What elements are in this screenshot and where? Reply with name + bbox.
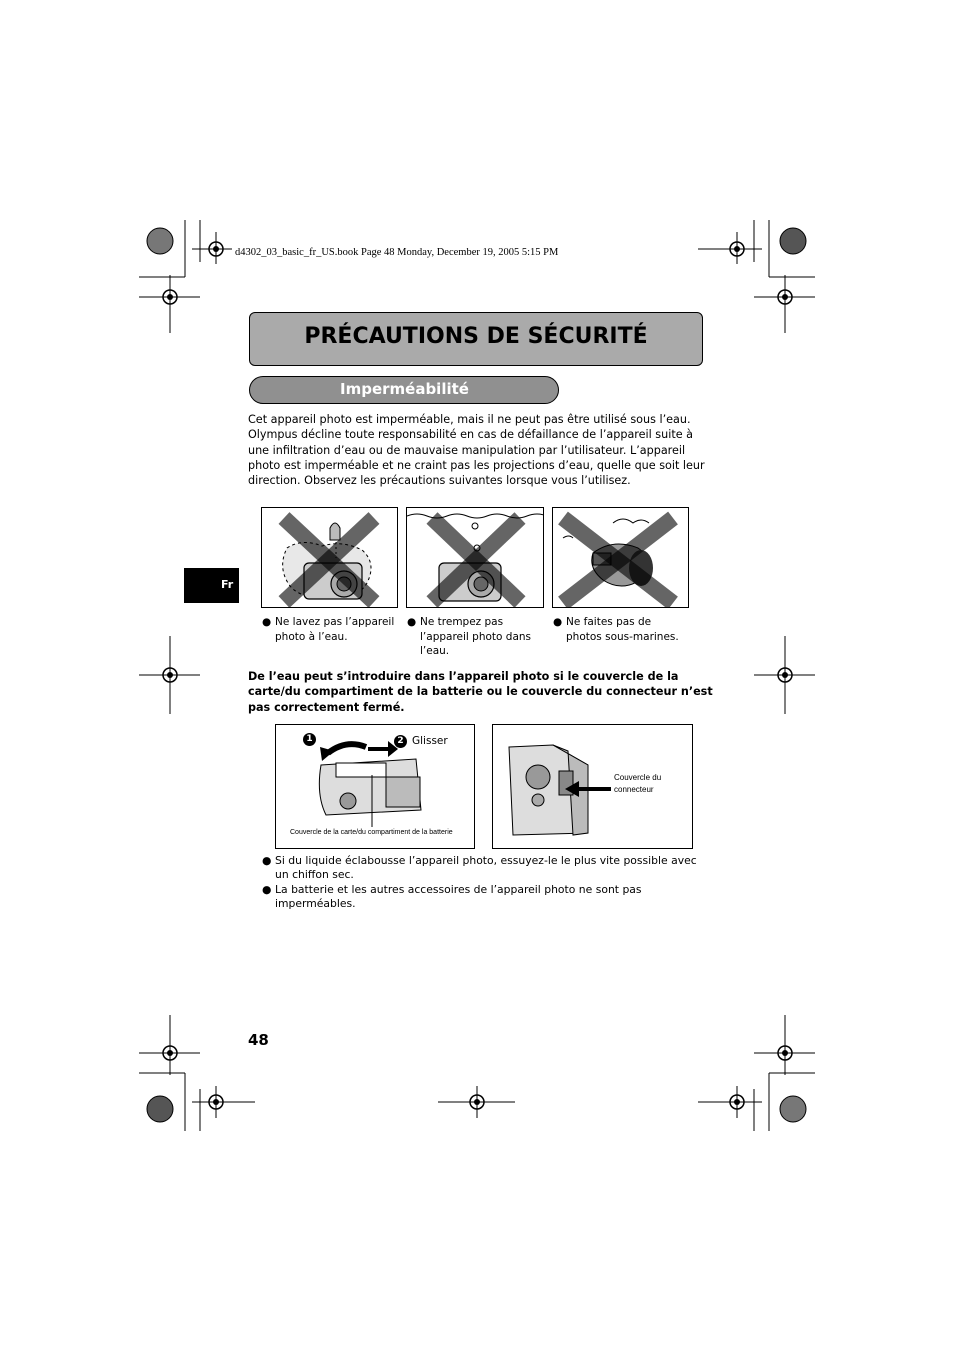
bullet-icon: ● — [553, 616, 563, 628]
bullet-icon: ● — [407, 616, 417, 628]
figure-connector-cover — [492, 724, 693, 849]
page-title: PRÉCAUTIONS DE SÉCURITÉ — [304, 324, 648, 349]
list-item — [262, 854, 712, 883]
file-header-line: d4302_03_basic_fr_US.book Page 48 Monday, December 19, 2005 5:15 PM — [235, 247, 559, 258]
caption-text: Ne lavez pas l’appareil photo à l’eau. — [275, 616, 395, 643]
intro-paragraph: Cet appareil photo est imperméable, mais il ne peut pas être utilisé sous l’eau. Olympus décline toute responsabilité en cas de défaillance de l’appareil suite à une infiltration d’eau ou de mauvaise manipulation par l’utilisateur. L’appareil photo est imperméable et ne craint pas les projections d’eau, quelle que soit leur direction. Observez les précautions suivantes lorsque vous l’utilisez. — [248, 413, 705, 488]
step-1-badge: 1 — [303, 733, 316, 746]
notes-list — [262, 854, 712, 911]
warning-paragraph: De l’eau peut s’introduire dans l’appareil photo si le couvercle de la carte/du compartiment de la batterie ou le couvercle du connecteur n’est pas correctement fermé. — [248, 670, 713, 714]
section-header-box — [249, 376, 559, 404]
page-title-box — [249, 312, 703, 366]
illustration-no-washing — [261, 507, 398, 608]
step-2-badge: 2 — [394, 735, 407, 748]
caption-no-washing — [262, 615, 397, 660]
caption-no-submerging — [407, 615, 542, 660]
note-text: La batterie et les autres accessoires de l’appareil photo ne sont pas imperméables. — [275, 882, 642, 910]
figure-battery-cover — [275, 724, 475, 849]
language-tab — [184, 568, 239, 603]
note-text: Si du liquide éclabousse l’appareil photo, essuyez-le le plus vite possible avec un chiffon sec. — [275, 854, 697, 882]
illustration-no-submerging — [406, 507, 544, 608]
illustration-no-underwater-photos — [552, 507, 689, 608]
caption-no-underwater — [553, 615, 688, 660]
page-number: 48 — [248, 1031, 269, 1049]
list-item — [262, 883, 712, 912]
caption-text: Ne trempez pas l’appareil photo dans l’eau. — [420, 616, 532, 657]
bullet-icon: ● — [262, 854, 272, 867]
connector-cover-label: Couvercle du connecteur — [614, 773, 662, 794]
language-tab-label: Fr — [221, 578, 234, 591]
bullet-icon: ● — [262, 882, 272, 896]
slide-label: Glisser — [412, 735, 448, 747]
caption-text: Ne faites pas de photos sous-marines. — [566, 616, 679, 643]
section-title: Imperméabilité — [340, 380, 469, 398]
bullet-icon: ● — [262, 616, 272, 628]
battery-cover-label: Couvercle de la carte/du compartiment de la batterie — [290, 829, 453, 836]
